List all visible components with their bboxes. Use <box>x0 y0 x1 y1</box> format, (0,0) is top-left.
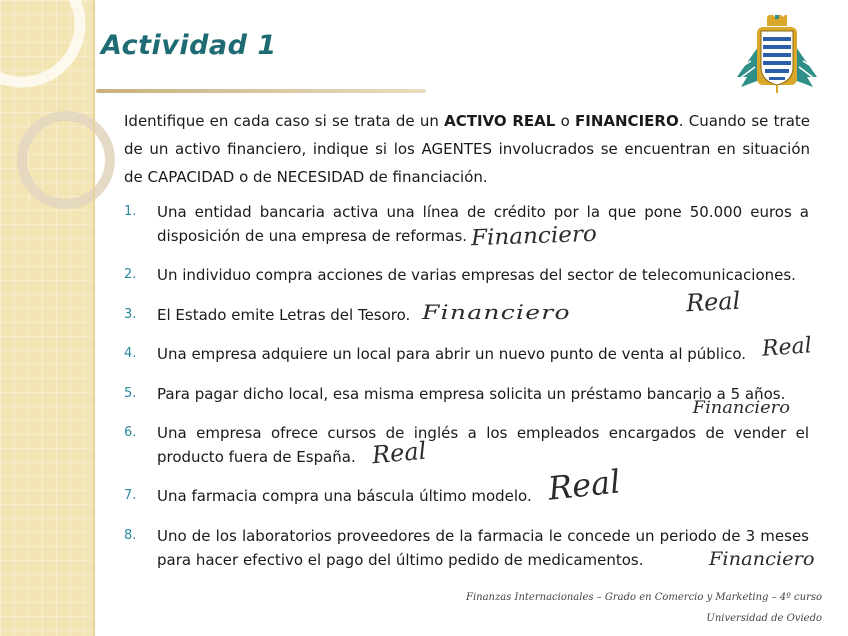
handwritten-annotation-8: Financiero <box>708 548 815 570</box>
item-text: Uno de los laboratorios proveedores de la farmacia le concede un periodo de 3 meses para hacer efectivo el pago del último pedido de medicamentos. <box>157 527 809 569</box>
item-text: Una empresa ofrece cursos de inglés a los empleados encargados de vender el producto fuera de España. <box>157 424 809 466</box>
band-edge <box>93 0 95 636</box>
footer-university: Universidad de Oviedo <box>706 613 822 624</box>
item-text: Una entidad bancaria activa una línea de crédito por la que pone 50.000 euros a disposición de una empresa de reformas. <box>157 203 809 245</box>
item-text: El Estado emite Letras del Tesoro. <box>157 306 411 324</box>
item-text: Una empresa adquiere un local para abrir un nuevo punto de venta al público. <box>157 345 747 363</box>
handwritten-annotation-7: Real <box>546 462 623 508</box>
intro-paragraph <box>124 107 810 191</box>
handwritten-annotation-3: Financiero <box>422 300 571 324</box>
item-text: Un individuo compra acciones de varias empresas del sector de telecomunicaciones. <box>157 266 796 284</box>
slide-title: Actividad 1 <box>101 30 277 61</box>
title-underline <box>96 89 426 93</box>
item-text: Una farmacia compra una báscula último modelo. <box>157 487 532 505</box>
item-text: Para pagar dicho local, esa misma empresa solicita un préstamo bancario a 5 años. <box>157 385 786 403</box>
intro-text-2: o <box>555 112 576 130</box>
handwritten-annotation-extra: Real <box>685 286 741 318</box>
intro-activo-real: ACTIVO REAL <box>444 112 556 130</box>
item-number: 3. <box>124 307 137 322</box>
handwritten-annotation-5: Financiero <box>692 398 790 418</box>
intro-text-1: Identifique en cada caso si se trata de un <box>124 112 445 130</box>
handwritten-annotation-4: Real <box>761 333 813 362</box>
item-number: 1. <box>124 204 137 219</box>
item-number: 4. <box>124 346 137 361</box>
item-number: 2. <box>124 267 137 282</box>
intro-financiero: FINANCIERO <box>575 112 679 130</box>
handwritten-annotation-6: Real <box>370 436 428 470</box>
item-number: 8. <box>124 528 137 543</box>
item-number: 7. <box>124 488 137 503</box>
handwritten-annotation-1: Financiero <box>470 221 598 252</box>
item-number: 6. <box>124 425 137 440</box>
university-crest-icon <box>727 15 827 95</box>
intro-text-3: . Cuando se trate de un activo financiero, indique si los AGENTES involucrados se encuentran en situación de CAPACIDAD o de NECESIDAD de financiación. <box>124 112 810 186</box>
footer-course: Finanzas Internacionales – Grado en Comercio y Marketing – 4º curso <box>466 592 822 603</box>
item-number: 5. <box>124 386 137 401</box>
